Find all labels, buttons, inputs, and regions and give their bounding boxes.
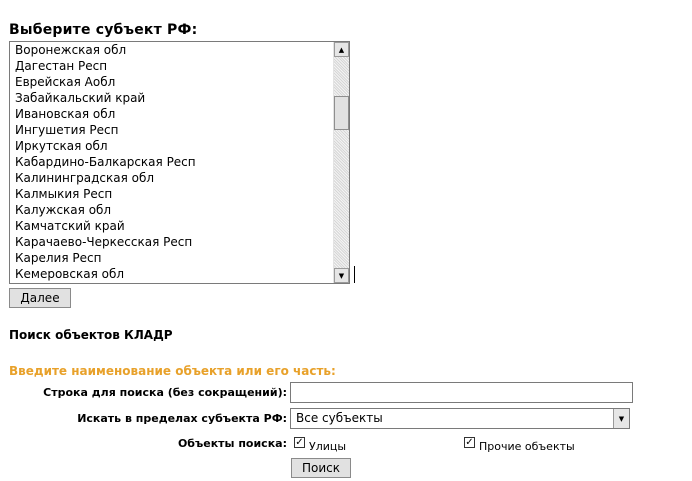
triangle-down-icon: ▼ bbox=[338, 271, 345, 280]
list-item[interactable]: Калмыкия Респ bbox=[15, 187, 113, 201]
objects-label: Объекты поиска: bbox=[177, 437, 287, 450]
other-objects-checkbox[interactable] bbox=[464, 437, 475, 448]
checkmark-icon: ✓ bbox=[465, 436, 474, 448]
other-objects-checkbox-label[interactable]: Прочие объекты bbox=[479, 440, 575, 453]
list-item[interactable]: Еврейская Аобл bbox=[15, 75, 116, 89]
text-cursor bbox=[354, 266, 355, 283]
scope-select-value: Все субъекты bbox=[296, 411, 383, 425]
list-item[interactable]: Кемеровская обл bbox=[15, 267, 125, 281]
triangle-up-icon: ▲ bbox=[338, 45, 345, 54]
search-prompt: Введите наименование объекта или его часть: bbox=[9, 364, 336, 378]
list-item[interactable]: Ингушетия Респ bbox=[15, 123, 119, 137]
region-select-title: Выберите субъект РФ: bbox=[9, 22, 198, 38]
section-title: Поиск объектов КЛАДР bbox=[9, 328, 173, 342]
list-item[interactable]: Кабардино-Балкарская Респ bbox=[15, 155, 196, 169]
list-item[interactable]: Воронежская обл bbox=[15, 43, 127, 57]
scope-label: Искать в пределах субъекта РФ: bbox=[77, 412, 287, 425]
list-item[interactable]: Калужская обл bbox=[15, 203, 112, 217]
scroll-down-button[interactable] bbox=[334, 268, 349, 283]
list-item[interactable]: Иркутская обл bbox=[15, 139, 108, 153]
scope-select[interactable] bbox=[290, 408, 630, 429]
query-label: Строка для поиска (без сокращений): bbox=[43, 386, 287, 399]
list-item[interactable]: Ивановская обл bbox=[15, 107, 116, 121]
list-item[interactable]: Дагестан Респ bbox=[15, 59, 108, 73]
next-button[interactable]: Далее bbox=[9, 288, 71, 308]
dropdown-button[interactable] bbox=[613, 409, 629, 428]
list-item[interactable]: Карачаево-Черкесская Респ bbox=[15, 235, 193, 249]
region-list-items bbox=[10, 42, 333, 282]
list-item[interactable]: Карелия Респ bbox=[15, 251, 102, 265]
chevron-down-icon: ▼ bbox=[618, 414, 625, 423]
streets-checkbox-label[interactable]: Улицы bbox=[309, 440, 347, 453]
region-list-scrollbar[interactable] bbox=[333, 42, 349, 283]
search-button[interactable]: Поиск bbox=[291, 458, 351, 478]
checkmark-icon: ✓ bbox=[295, 436, 304, 448]
list-item[interactable]: Забайкальский край bbox=[15, 91, 146, 105]
scroll-up-button[interactable] bbox=[334, 42, 349, 57]
list-item[interactable]: Калининградская обл bbox=[15, 171, 155, 185]
region-listbox[interactable] bbox=[9, 41, 350, 284]
scroll-thumb[interactable] bbox=[334, 96, 349, 130]
list-item[interactable]: Камчатский край bbox=[15, 219, 125, 233]
streets-checkbox[interactable] bbox=[294, 437, 305, 448]
query-input[interactable] bbox=[290, 382, 633, 403]
